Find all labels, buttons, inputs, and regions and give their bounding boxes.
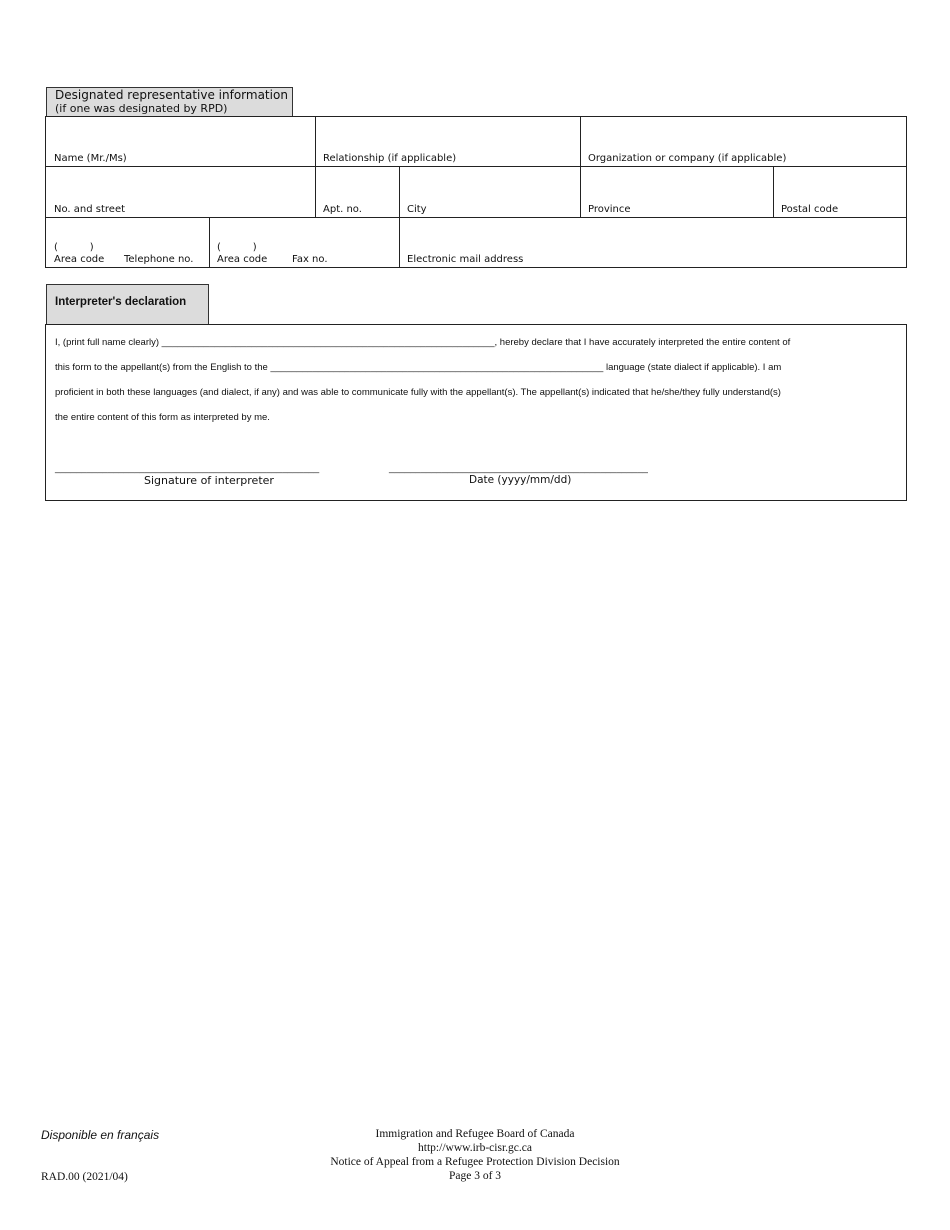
email-label: Electronic mail address <box>407 254 524 265</box>
province-label: Province <box>588 204 631 215</box>
organization-field[interactable] <box>581 117 907 167</box>
declaration-text: this form to the appellant(s) from the English to the <box>55 362 271 373</box>
street-label: No. and street <box>54 204 126 215</box>
interpreter-section-header <box>46 284 209 325</box>
declaration-text: I, (print full name clearly) <box>55 337 162 348</box>
declaration-text: , hereby declare that I have accurately interpreted the entire content of <box>494 337 791 348</box>
french-availability: Disponible en français <box>41 1128 160 1142</box>
form-code: RAD.00 (2021/04) <box>41 1171 128 1183</box>
interpreter-declaration-box <box>45 324 907 501</box>
declaration-text: language (state dialect if applicable). I am <box>603 362 782 373</box>
interpreter-name-field[interactable]: _______________________________________________________________ <box>161 337 495 348</box>
fax-field[interactable] <box>210 218 400 268</box>
postal-code-field[interactable] <box>774 167 907 218</box>
telephone-label: Telephone no. <box>124 254 194 265</box>
representative-title: Designated representative information <box>55 88 288 102</box>
date-field[interactable]: _________________________________________________ <box>389 463 648 474</box>
fax-area-code-label: Area code <box>217 254 268 265</box>
date-label: Date (yyyy/mm/dd) <box>469 474 572 486</box>
area-code-label: Area code <box>54 254 105 265</box>
page-number: Page 3 of 3 <box>448 1170 502 1182</box>
name-field[interactable] <box>46 117 316 167</box>
signature-field[interactable]: __________________________________________________ <box>55 463 320 474</box>
declaration-line-1 <box>55 337 790 348</box>
city-field[interactable] <box>400 167 581 218</box>
street-field[interactable] <box>46 167 316 218</box>
province-field[interactable] <box>581 167 774 218</box>
organization-label: Organization or company (if applicable) <box>588 153 787 164</box>
city-label: City <box>407 204 427 215</box>
declaration-line-4: the entire content of this form as interpreted by me. <box>55 412 270 423</box>
interpreter-title: Interpreter's declaration <box>55 296 187 308</box>
representative-section-header <box>46 87 293 117</box>
name-label: Name (Mr./Ms) <box>54 153 127 164</box>
declaration-line-3: proficient in both these languages (and dialect, if any) and was able to communicate fully with the appellant(s). The appellant(s) indicated that he/she/they fully understand(s) <box>55 387 781 398</box>
relationship-label: Relationship (if applicable) <box>323 153 457 164</box>
language-field[interactable]: _______________________________________________________________ <box>270 362 604 373</box>
fax-area-code-parens: ( ) <box>217 242 257 253</box>
representative-subtitle: (if one was designated by RPD) <box>55 102 228 115</box>
apt-field[interactable] <box>316 167 400 218</box>
footer-form-title: Notice of Appeal from a Refugee Protection Division Decision <box>330 1156 620 1168</box>
telephone-field[interactable] <box>46 218 210 268</box>
postal-code-label: Postal code <box>781 204 839 215</box>
relationship-field[interactable] <box>316 117 581 167</box>
email-field[interactable] <box>400 218 907 268</box>
footer-agency: Immigration and Refugee Board of Canada <box>375 1128 575 1140</box>
fax-label: Fax no. <box>292 254 328 265</box>
signature-label: Signature of interpreter <box>144 474 274 487</box>
representative-table <box>45 116 907 268</box>
footer-url[interactable]: http://www.irb-cisr.gc.ca <box>418 1142 532 1154</box>
area-code-parens: ( ) <box>54 242 94 253</box>
apt-label: Apt. no. <box>323 204 362 215</box>
declaration-line-2 <box>55 362 781 373</box>
